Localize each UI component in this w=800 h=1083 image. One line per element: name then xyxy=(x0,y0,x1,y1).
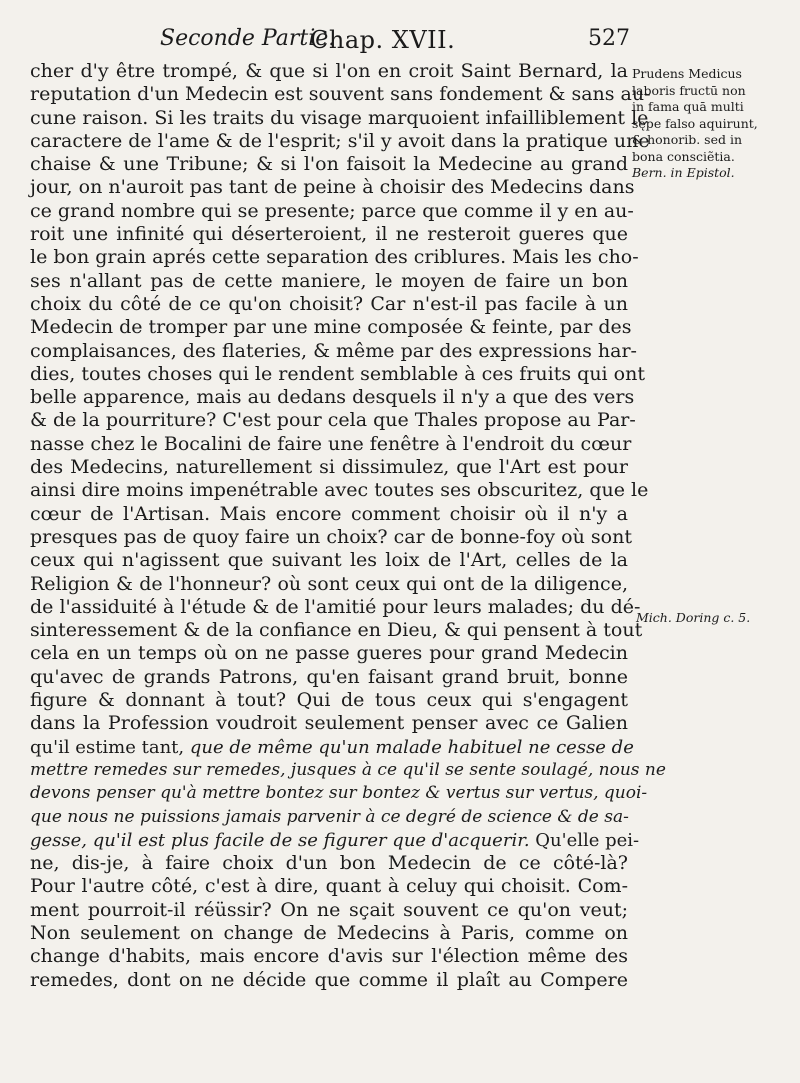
text-line: cœur de l'Artisan. Mais encore comment choisir où il n'y a xyxy=(30,502,628,525)
header-part-title: Seconde Partie. xyxy=(160,26,336,51)
marginal-note-line: sępe falso aquirunt, xyxy=(632,115,758,131)
text-line: roit une infinité qui déserteroient, il ne resteroit gueres que xyxy=(30,223,628,246)
text-line: ceux qui n'agissent que suivant les loix de l'Art, celles de la xyxy=(30,549,628,572)
text-line: complaisances, des flateries, & même par des expressions har- xyxy=(30,339,637,362)
text-line: ses n'allant pas de cette maniere, le moyen de faire un bon xyxy=(30,269,628,292)
main-text-column xyxy=(30,60,666,992)
text-line: dans la Profession voudroit seulement penser avec ce Galien xyxy=(30,712,628,735)
text-line: belle apparence, mais au dedans desquels il n'y a que des vers xyxy=(30,386,635,409)
text-italic-segment: gesse, qu'il est plus facile de se figurer que d'acquerir. xyxy=(30,829,530,851)
text-line: cela en un temps où on ne passe gueres pour grand Medecin xyxy=(30,642,628,665)
text-roman-segment: Qu'elle pei- xyxy=(529,829,640,851)
text-line: sinteressement & de la confiance en Dieu, & qui pensent à tout xyxy=(30,619,643,642)
text-line: qu'avec de grands Patrons, qu'en faisant grand bruit, bonne xyxy=(30,665,628,688)
text-line: remedes, dont on ne décide que comme il plaît au Compere xyxy=(30,968,628,991)
text-line: ment pourroit-il réüssir? On ne sçait souvent ce qu'on veut; xyxy=(30,898,628,921)
text-line: Medecin de tromper par une mine composée & feinte, par des xyxy=(30,316,632,339)
text-line: cune raison. Si les traits du visage marquoient infailliblement le xyxy=(30,106,649,129)
text-line: jour, on n'auroit pas tant de peine à choisir des Medecins dans xyxy=(30,176,635,199)
marginal-note xyxy=(632,66,782,182)
running-header xyxy=(160,26,630,60)
header-chapter-title: Chap. XVII. xyxy=(310,26,456,54)
quote-line: devons penser qu'à mettre bontez sur bontez & vertus sur vertus, quoi- xyxy=(30,783,648,804)
marginal-note-line: laboris fructū non xyxy=(632,82,746,98)
text-line: Religion & de l'honneur? où sont ceux qui ont de la diligence, xyxy=(30,572,628,595)
text-line: cher d'y être trompé, & que si l'on en croit Saint Bernard, la xyxy=(30,60,628,82)
text-italic-segment: que de même qu'un malade habituel ne cesse de xyxy=(184,736,634,758)
text-line: change d'habits, mais encore d'avis sur l'élection même des xyxy=(30,945,628,968)
text-line: ne, dis-je, à faire choix d'un bon Medecin de ce côté-là? xyxy=(30,852,628,875)
text-line: figure & donnant à tout? Qui de tous ceux qui s'engagent xyxy=(30,689,628,712)
page-number: 527 xyxy=(588,26,630,51)
text-line: de l'assiduité à l'étude & de l'amitié pour leurs malades; du dé- xyxy=(30,595,641,618)
quote-line: que nous ne puissions jamais parvenir à ce degré de science & de sa- xyxy=(30,806,629,827)
marginal-note-source: Bern. in Epistol. xyxy=(632,165,735,180)
text-line: reputation d'un Medecin est souvent sans fondement & sans au- xyxy=(30,83,651,106)
text-line: ce grand nombre qui se presente; parce que comme il y en au- xyxy=(30,199,634,222)
text-line: dies, toutes choses qui le rendent semblable à ces fruits qui ont xyxy=(30,362,645,385)
text-line: le bon grain aprés cette separation des criblures. Mais les cho- xyxy=(30,246,639,269)
marginal-note-line: in fama quā multi xyxy=(632,99,744,114)
text-roman-segment: qu'il estime tant, xyxy=(30,736,185,758)
marginal-note-line: & honorib. sed in xyxy=(632,132,743,147)
text-line: caractere de l'ame & de l'esprit; s'il y avoit dans la pratique une xyxy=(30,129,650,152)
marginal-note-line: Prudens Medicus xyxy=(632,66,742,81)
text-line: Non seulement on change de Medecins à Paris, comme on xyxy=(30,921,628,944)
text-line: presques pas de quoy faire un choix? car de bonne-foy où sont xyxy=(30,525,632,548)
text-line-mixed xyxy=(30,829,640,852)
text-line: ainsi dire moins impenétrable avec toutes ses obscuritez, que le xyxy=(30,479,649,502)
marginal-reference: Mich. Doring c. 5. xyxy=(636,610,751,625)
marginal-note-line: bona consciẽtia. xyxy=(632,148,735,164)
text-line: & de la pourriture? C'est pour cela que Thales propose au Par- xyxy=(30,409,636,432)
text-line: chaise & une Tribune; & si l'on faisoit la Medecine au grand xyxy=(30,153,628,176)
text-line: Pour l'autre côté, c'est à dire, quant à celuy qui choisit. Com- xyxy=(30,875,628,898)
quote-line: mettre remedes sur remedes, jusques à ce qu'il se sente soulagé, nous ne xyxy=(30,759,666,780)
text-line: nasse chez le Bocalini de faire une fenêtre à l'endroit du cœur xyxy=(30,432,632,455)
text-line-mixed xyxy=(30,736,634,759)
text-line: choix du côté de ce qu'on choisit? Car n'est-il pas facile à un xyxy=(30,292,628,315)
text-line: des Medecins, naturellement si dissimulez, que l'Art est pour xyxy=(30,456,628,479)
